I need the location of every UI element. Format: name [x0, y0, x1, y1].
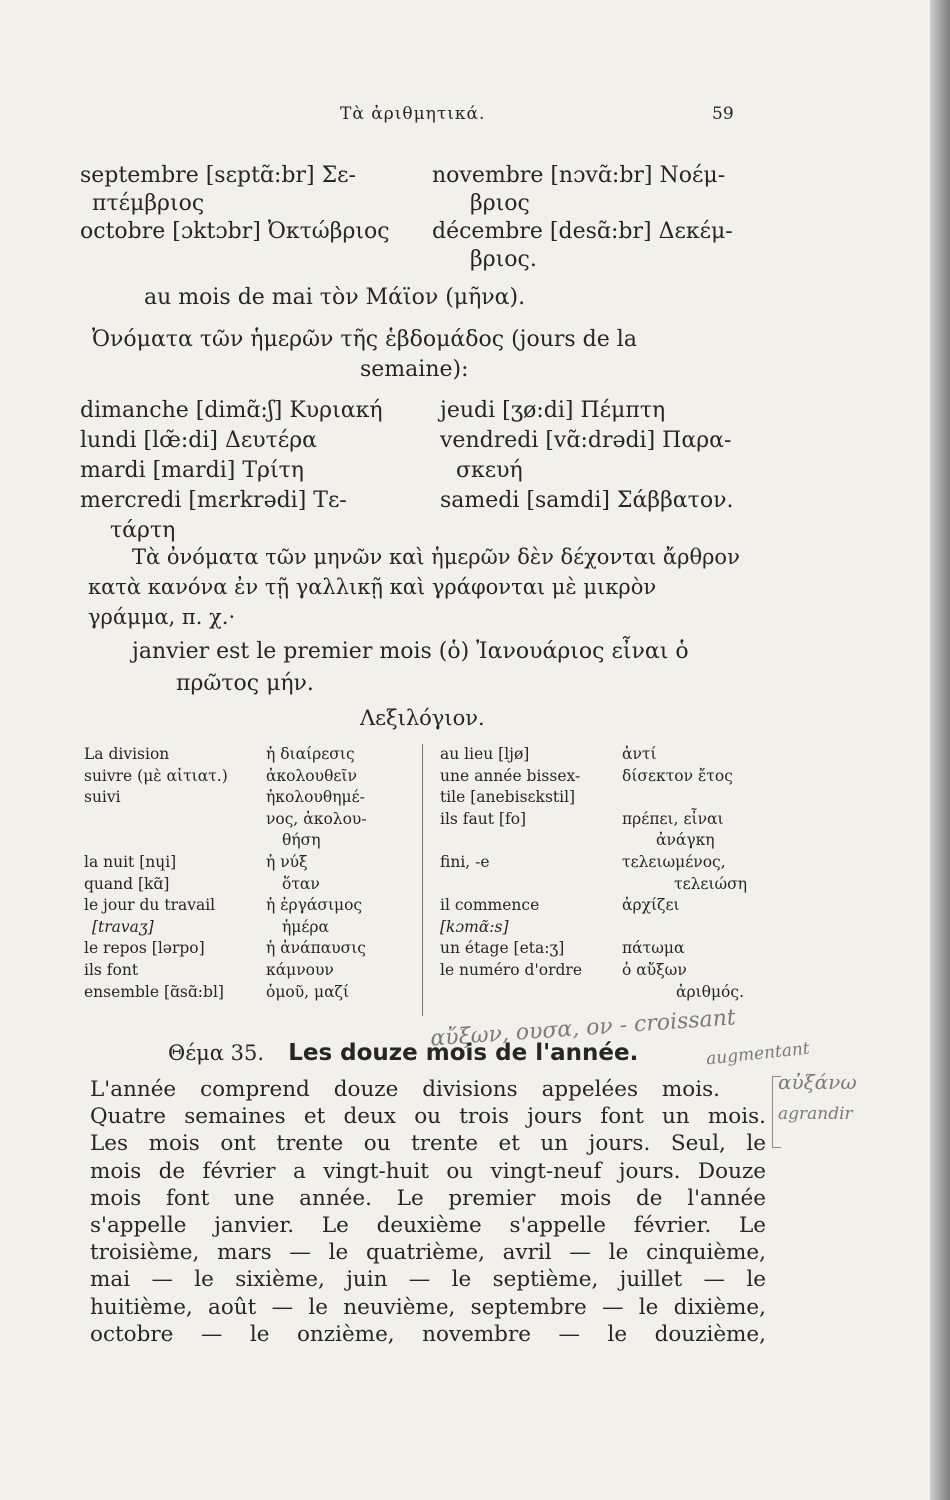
- rule-line: Τὰ ὀνόματα τῶν μηνῶν καὶ ἡμερῶν δὲν δέχονται ἄρθρον: [132, 545, 740, 569]
- month-example: au mois de mai τὸν Μάϊον (μῆνα).: [144, 285, 526, 310]
- lexicon-entry: [440, 830, 582, 852]
- lexicon-entry: τελειωμένος,: [622, 852, 726, 871]
- lexicon-entry: il commence: [440, 896, 540, 915]
- lexicon-entry: κάμνουν: [266, 960, 334, 979]
- page-number: 59: [712, 104, 734, 124]
- months-right: [432, 162, 733, 274]
- lexicon-entry: νος, ἀκολου-: [266, 809, 367, 828]
- lexicon-entry: ἠκολουθημέ-: [266, 788, 365, 807]
- lexicon-entry: suivi: [84, 788, 121, 807]
- lexicon-entry: quand [kɑ̃]: [84, 874, 170, 893]
- months-left: [80, 162, 390, 246]
- example-line: πρῶτος μήν.: [176, 671, 314, 696]
- lexicon-entry: πάτωμα: [622, 939, 685, 958]
- lexicon-entry: ἡ νύξ: [266, 852, 308, 871]
- day-line: samedi [samdi] Σάββατον.: [440, 488, 734, 513]
- lexicon-entry: ὁμοῦ, μαζί: [266, 982, 350, 1001]
- rule-line: κατὰ κανόνα ἐν τῇ γαλλικῇ καὶ γράφονται μὲ μικρὸν: [88, 575, 657, 599]
- days-right: [440, 396, 733, 516]
- week-title-line2: semaine):: [360, 357, 469, 382]
- handwritten-note: augmentant: [705, 1038, 811, 1070]
- lexicon-entry: le repos [lərpo]: [84, 939, 205, 958]
- lexicon-entry: [622, 787, 747, 809]
- lexicon-entry: [622, 917, 747, 939]
- lexicon-entry: ἀκολουθεῖν: [266, 766, 357, 785]
- rule-text: [88, 542, 740, 632]
- lexicon-entry: ὅταν: [282, 874, 320, 893]
- month-line: octobre [ɔktɔbr] Ὀκτώβριος: [80, 219, 390, 244]
- paragraph-line: huitième, août — le neuvième, septembre — le dixième,: [90, 1294, 766, 1320]
- handwritten-note: αὐξάνω: [778, 1070, 857, 1094]
- month-line: βριος.: [470, 247, 537, 272]
- lexicon-col-greek-1: [266, 744, 367, 1003]
- running-title: Τὰ ἀριθμητικά.: [340, 104, 486, 124]
- month-line: novembre [nɔvɑ̃:br] Νοέμ-: [432, 163, 726, 188]
- lesson-heading: [168, 1040, 638, 1066]
- lexicon-entry: ἀρχίζει: [622, 896, 680, 915]
- paragraph-line: mois de février a vingt-huit ou vingt-neuf jours. Douze: [90, 1158, 766, 1184]
- lexicon-col-greek-2: [622, 744, 747, 1003]
- lexicon-entry: [84, 809, 228, 831]
- lexicon-entry: une année bissex-: [440, 766, 581, 785]
- paragraph-line: mai — le sixième, juin — le septième, juillet — le: [90, 1267, 766, 1293]
- lexicon-entry: πρέπει, εἶναι: [622, 809, 724, 828]
- lexicon-entry: un étage [eta:ʒ]: [440, 939, 565, 958]
- lexicon-divider: [422, 744, 423, 1016]
- day-line: vendredi [vɑ̃:drədi] Παρα-: [440, 428, 732, 453]
- paragraph-line: octobre — le onzième, novembre — le douzième,: [90, 1321, 766, 1347]
- lexicon-entry: ἡμέρα: [282, 917, 329, 936]
- day-line: τάρτη: [110, 518, 176, 543]
- lexicon-entry: tile [anebisɛkstil]: [440, 788, 576, 807]
- lexicon-entry: θήση: [282, 831, 321, 850]
- lesson-paragraph: [90, 1076, 766, 1348]
- day-line: mercredi [mɛrkrədi] Τε-: [80, 488, 347, 513]
- lexicon-entry: le jour du travail: [84, 896, 216, 915]
- lexicon-entry: ἀντί: [622, 745, 657, 763]
- lexicon-entry: δίσεκτον ἔτος: [622, 766, 733, 785]
- paragraph-line: L'année comprend douze divisions appelées mois.: [90, 1077, 720, 1102]
- day-line: dimanche [dimɑ̃:ʃ] Κυριακή: [80, 398, 383, 423]
- month-line: septembre [sɛptɑ̃:br] Σε-: [80, 163, 356, 188]
- lexicon-entry: fini, -e: [440, 852, 490, 871]
- lexicon-entry: au lieu [ljø]: [440, 745, 530, 763]
- month-line: décembre [desɑ̃:br] Δεκέμ-: [432, 219, 733, 244]
- day-line: lundi [lœ̃:di] Δευτέρα: [80, 428, 317, 453]
- lexicon-entry: [kɔmɑ̃:s]: [440, 917, 509, 936]
- lexicon-entry: ἀριθμός.: [676, 982, 745, 1001]
- lexicon-entry: ἀνάγκη: [656, 831, 715, 850]
- lexicon-entry: ἡ διαίρεσις: [266, 745, 355, 763]
- day-line: jeudi [ʒø:di] Πέμπτη: [440, 398, 666, 423]
- lexicon-entry: [84, 830, 228, 852]
- lesson-number: Θέμα 35.: [168, 1041, 264, 1065]
- month-line: βριος: [470, 191, 530, 216]
- paragraph-line: Les mois ont trente ou trente et un jours. Seul, le: [90, 1131, 766, 1157]
- month-line: πτέμβριος: [92, 191, 205, 216]
- rule-line: γράμμα, π. χ.·: [88, 605, 236, 629]
- paragraph-line: Quatre semaines et deux ou trois jours font un mois.: [90, 1104, 766, 1130]
- lexicon-entry: [travaʒ]: [92, 917, 154, 936]
- page-edge: [930, 0, 950, 1500]
- lexicon-col-french-1: [84, 744, 228, 1003]
- days-left: [80, 396, 383, 546]
- lexicon-entry: ὁ αὔξων: [622, 960, 687, 979]
- lexicon-entry: [440, 874, 582, 896]
- lexicon-entry: ἡ ἀνάπαυσις: [266, 939, 366, 958]
- lexicon-entry: La division: [84, 745, 170, 763]
- lexicon-entry: [440, 982, 582, 1004]
- paragraph-line: mois font une année. Le premier mois de l'année: [90, 1185, 766, 1211]
- lexicon-entry: ils faut [fo]: [440, 809, 527, 828]
- paragraph-line: s'appelle janvier. Le deuxième s'appelle février. Le: [90, 1213, 766, 1239]
- day-line: mardi [mardi] Τρίτη: [80, 458, 304, 483]
- lexicon-entry: le numéro d'ordre: [440, 960, 582, 979]
- lexicon-entry: ensemble [ɑ̃sɑ̃:bl]: [84, 982, 224, 1001]
- lexicon-entry: suivre (μὲ αἰτιατ.): [84, 766, 228, 785]
- week-title-line1: Ὀνόματα τῶν ἡμερῶν τῆς ἑβδομάδος (jours de la: [92, 327, 637, 352]
- day-line: σκευή: [456, 458, 523, 483]
- handwritten-note: agrandir: [778, 1104, 853, 1124]
- lexicon-col-french-2: [440, 744, 582, 1003]
- handwritten-note: αὔξων, ουσα, ον - croissant: [429, 1005, 737, 1052]
- lexicon-entry: la nuit [nɥi]: [84, 852, 177, 871]
- lesson-title: Les douze mois de l'année.: [288, 1040, 639, 1066]
- paragraph-line: troisième, mars — le quatrième, avril — le cinquième,: [90, 1240, 766, 1266]
- lexicon-entry: τελειώση: [674, 874, 748, 893]
- lexicon-title: Λεξιλόγιον.: [360, 706, 485, 730]
- lexicon-entry: ils font: [84, 960, 139, 979]
- example-sentence: [132, 636, 689, 700]
- lexicon-entry: ἡ ἐργάσιμος: [266, 896, 363, 915]
- example-line: janvier est le premier mois (ὁ) Ἰανουάριος εἶναι ὁ: [132, 639, 689, 664]
